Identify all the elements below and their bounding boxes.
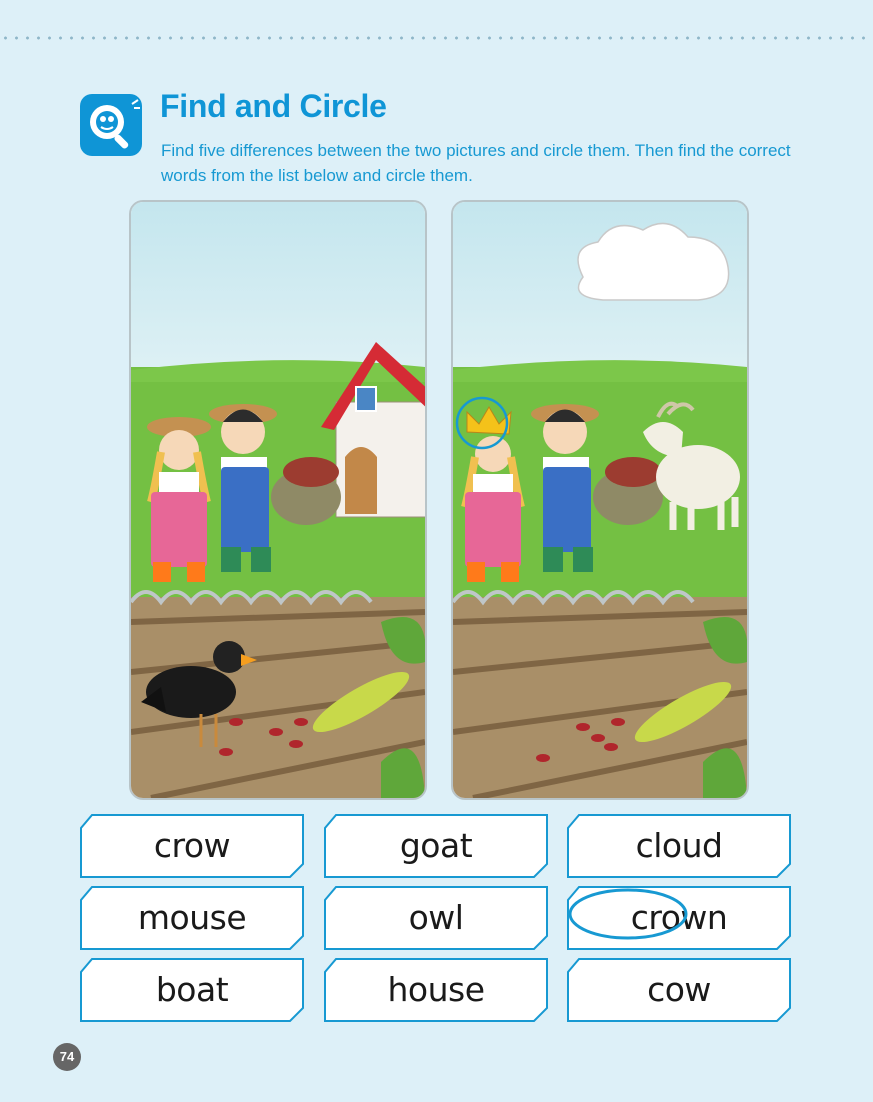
word-label: cloud	[635, 826, 723, 865]
dotted-divider	[0, 36, 873, 40]
answer-circle	[567, 886, 689, 942]
left-picture[interactable]	[129, 200, 427, 800]
activity-title: Find and Circle	[160, 88, 387, 124]
page-number: 74	[53, 1043, 81, 1071]
word-label: owl	[408, 898, 464, 937]
word-card-house[interactable]	[324, 958, 548, 1022]
magnifier-icon	[80, 94, 142, 156]
word-card-owl[interactable]	[324, 886, 548, 950]
word-card-crown[interactable]	[567, 886, 791, 950]
word-label: cow	[647, 970, 711, 1009]
activity-instructions: Find five differences between the two pictures and circle them. Then find the correct words from the list below and circle them.	[161, 141, 791, 185]
word-label: crow	[153, 826, 231, 865]
word-label: goat	[399, 826, 473, 865]
word-label: mouse	[137, 898, 247, 937]
word-card-goat[interactable]	[324, 814, 548, 878]
word-card-cow[interactable]	[567, 958, 791, 1022]
word-card-cloud[interactable]	[567, 814, 791, 878]
word-card-boat[interactable]	[80, 958, 304, 1022]
word-card-crow[interactable]	[80, 814, 304, 878]
word-label: boat	[155, 970, 229, 1009]
right-picture[interactable]	[451, 200, 749, 800]
word-card-mouse[interactable]	[80, 886, 304, 950]
word-label: house	[387, 970, 485, 1009]
word-label: crown	[630, 898, 728, 937]
